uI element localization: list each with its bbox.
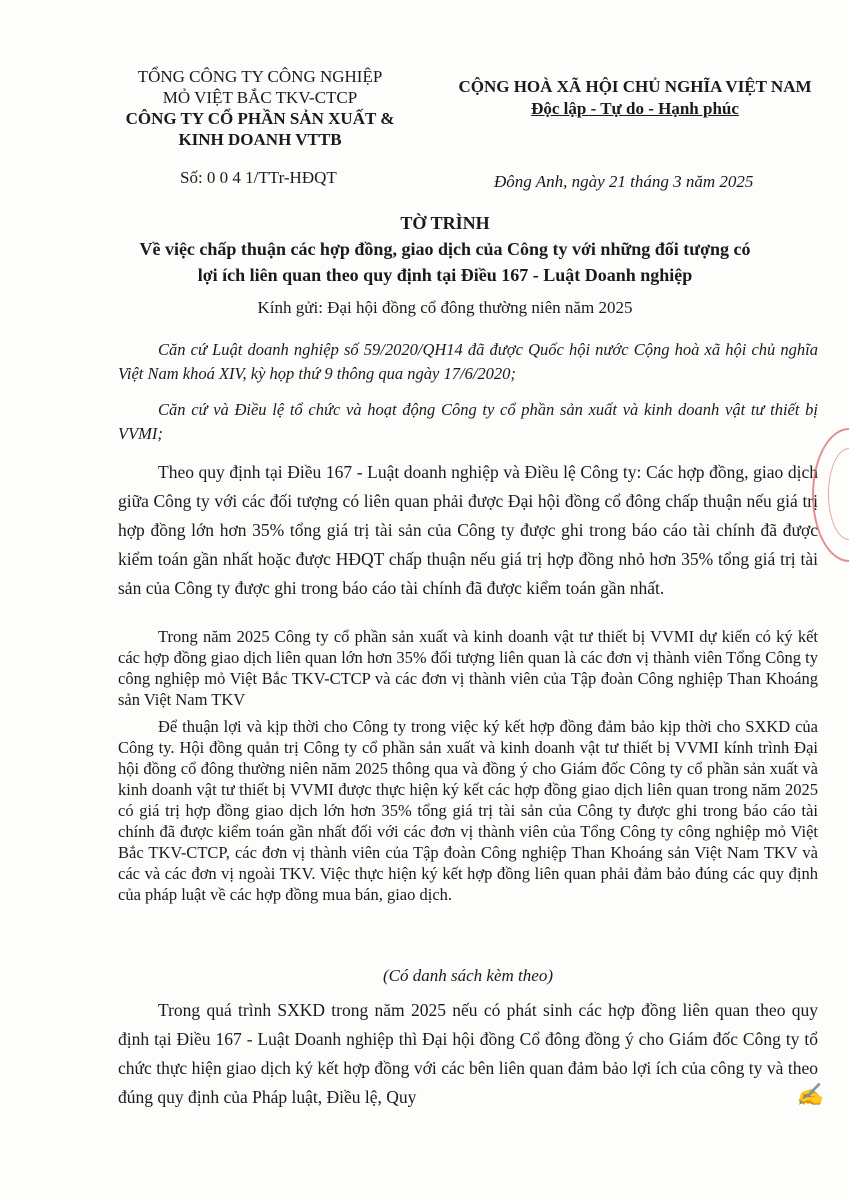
body-paragraph-3: Để thuận lợi và kịp thời cho Công ty trong việc ký kết hợp đồng đảm bảo kịp thời cho SXKD của Công ty. Hội đồng quản trị Công ty cổ phần sản xuất và kinh doanh vật tư thiết bị VVMI kính trình Đại hội đồng cổ đông thường niên năm 2025 thông qua và đồng ý cho Giám đốc Công ty cổ phần sản xuất và kinh doanh vật tư thiết bị VVMI được thực hiện ký kết các hợp đồng giao dịch liên quan trong năm 2025 có giá trị hợp đồng giao dịch lớn hơn 35% tổng giá trị tài sản của Công ty được ghi trong báo cáo tài chính đã được kiểm toán gần nhất đối với các đơn vị thành viên của Tổng Công ty công nghiệp mỏ Việt Bắc TKV-CTCP, các đơn vị thành viên của Tập đoàn Công nghiệp Than Khoáng sản Việt Nam TKV và các và các đơn vị ngoài TKV. Việc thực hiện ký kết hợp đồng liên quan phải đảm bảo đúng các quy định của pháp luật về các hợp đồng mua bán, giao dịch. xyxy=(118,717,818,904)
initials-mark: ✍ xyxy=(796,1082,824,1107)
org-name-line2: KINH DOANH VTTB xyxy=(178,130,342,149)
document-title xyxy=(40,210,849,288)
date-line: Đông Anh, ngày 21 tháng 3 năm 2025 xyxy=(494,172,754,191)
attachment-note: (Có danh sách kèm theo) xyxy=(383,966,553,985)
body-paragraph-4: Trong quá trình SXKD trong năm 2025 nếu có phát sinh các hợp đồng liên quan theo quy định tại Điều 167 - Luật Doanh nghiệp thì Đại hội đồng Cổ đông đồng ý cho Giám đốc Công ty tổ chức thực hiện giao dịch ký kết hợp đồng với các bên liên quan đảm bảo lợi ích của công ty và theo đúng quy định của Pháp luật, Điều lệ, Quy xyxy=(118,1000,818,1107)
issuing-organization xyxy=(110,66,410,150)
title-main: TỜ TRÌNH xyxy=(400,213,490,233)
body-paragraph-2: Trong năm 2025 Công ty cổ phần sản xuất và kinh doanh vật tư thiết bị VVMI dự kiến có ký kết các hợp đồng giao dịch liên quan lớn hơn 35% đối tượng liên quan là các đơn vị thành viên Tổng Công ty công nghiệp mỏ Việt Bắc TKV-CTCP và các đơn vị thành viên của Tập đoàn Công nghiệp Than Khoáng sản Việt Nam TKV xyxy=(118,627,818,709)
org-parent-line1: TỔNG CÔNG TY CÔNG NGHIỆP xyxy=(137,67,383,86)
recipient-line: Kính gửi: Đại hội đồng cổ đông thường niên năm 2025 xyxy=(257,298,633,317)
org-name-line1: CÔNG TY CỔ PHẦN SẢN XUẤT & xyxy=(125,109,395,128)
legal-basis-1: Căn cứ Luật doanh nghiệp số 59/2020/QH14 đã được Quốc hội nước Cộng hoà xã hội chủ nghĩa Việt Nam khoá XIV, kỳ họp thứ 9 thông qua ngày 17/6/2020; xyxy=(118,340,818,383)
legal-basis-2: Căn cứ và Điều lệ tổ chức và hoạt động Công ty cổ phần sản xuất và kinh doanh vật tư thiết bị VVMI; xyxy=(118,400,818,443)
country-name: CỘNG HOÀ XÃ HỘI CHỦ NGHĨA VIỆT NAM xyxy=(458,77,812,96)
document-number: Số: 0 0 4 1/TTr-HĐQT xyxy=(180,168,337,187)
org-parent-line2: MỎ VIỆT BẮC TKV-CTCP xyxy=(162,88,358,107)
title-subtitle-line2: lợi ích liên quan theo quy định tại Điều 167 - Luật Doanh nghiệp xyxy=(197,265,693,285)
national-header xyxy=(440,76,830,120)
national-motto: Độc lập - Tự do - Hạnh phúc xyxy=(531,99,739,118)
body-paragraph-1: Theo quy định tại Điều 167 - Luật doanh nghiệp và Điều lệ Công ty: Các hợp đồng, giao dịch giữa Công ty với các đối tượng có liên quan phải được Đại hội đồng cổ đông chấp thuận nếu giá trị hợp đồng lớn hơn 35% tổng giá trị tài sản của Công ty được ghi trong báo cáo tài chính đã được kiểm toán gần nhất hoặc được HĐQT chấp thuận nếu giá trị hợp đồng nhỏ hơn 35% tổng giá trị tài sản của Công ty được ghi trong báo cáo tài chính đã được kiểm toán gần nhất. xyxy=(118,462,818,598)
title-subtitle-line1: Về việc chấp thuận các hợp đồng, giao dịch của Công ty với những đối tượng có xyxy=(139,239,751,259)
